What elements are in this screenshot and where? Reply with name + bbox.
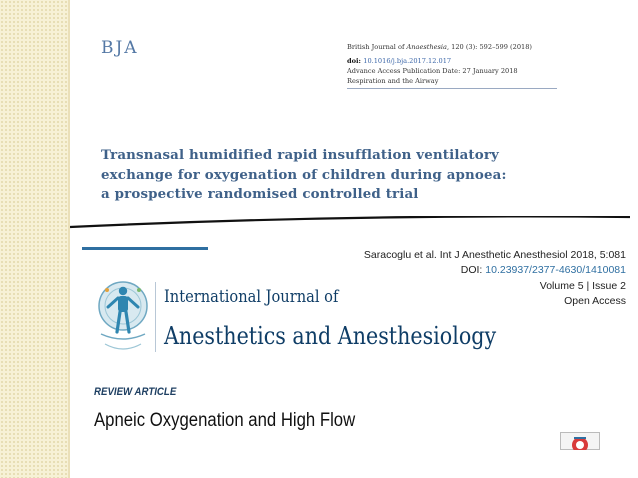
bja-header-rule	[347, 88, 557, 89]
ijaa-logo-separator	[155, 282, 156, 352]
ijaa-article-type: REVIEW ARTICLE	[94, 386, 177, 398]
bja-citation	[347, 42, 532, 52]
bja-doi-link[interactable]: 10.1016/j.bja.2017.12.017	[363, 57, 452, 65]
crossmark-badge-icon[interactable]	[560, 432, 600, 450]
bja-title-line-3: a prospective randomised controlled trial	[101, 186, 419, 202]
ijaa-journal-name-line-1: International Journal of	[164, 287, 339, 307]
ijaa-doi	[364, 263, 626, 278]
bja-doi-label: doi:	[347, 57, 364, 65]
ijaa-volume-issue: Volume 5 | Issue 2	[539, 279, 626, 292]
decorative-left-strip	[0, 0, 70, 478]
ijaa-journal-name-line-2: Anesthetics and Anesthesiology	[164, 322, 497, 350]
bja-section: Respiration and the Airway	[347, 77, 439, 85]
strip-edge	[68, 0, 70, 478]
ijaa-open-access: Open Access	[564, 295, 626, 308]
bja-advance-access: Advance Access Publication Date: 27 January 2018	[347, 67, 518, 75]
bja-citation-suffix: , 120 (3): 592–599 (2018)	[446, 43, 532, 51]
ijaa-doi-label: DOI:	[460, 264, 486, 277]
bja-title-line-2: exchange for oxygenation of children during apnoea:	[101, 166, 507, 183]
section-divider	[70, 216, 630, 230]
ijaa-article-title: Apneic Oxygenation and High Flow	[94, 410, 356, 431]
bja-title-line-1: Transnasal humidified rapid insufflation ventilatory	[101, 147, 499, 163]
ijaa-accent-bar	[82, 247, 208, 250]
bja-citation-block	[347, 42, 532, 86]
bja-citation-prefix: British Journal of	[347, 43, 407, 51]
ijaa-citation-block	[364, 248, 626, 310]
human-figure-logo-icon	[93, 274, 151, 370]
ijaa-citation: Saracoglu et al. Int J Anesthetic Anesthesiol 2018, 5:081	[363, 249, 626, 261]
bja-logo: BJA	[101, 38, 139, 58]
ijaa-doi-link[interactable]: 10.23937/2377-4630/1410081	[485, 264, 626, 277]
bja-doi	[347, 56, 532, 66]
bja-citation-journal: Anaesthesia	[406, 43, 447, 51]
bja-article-title	[101, 146, 601, 205]
